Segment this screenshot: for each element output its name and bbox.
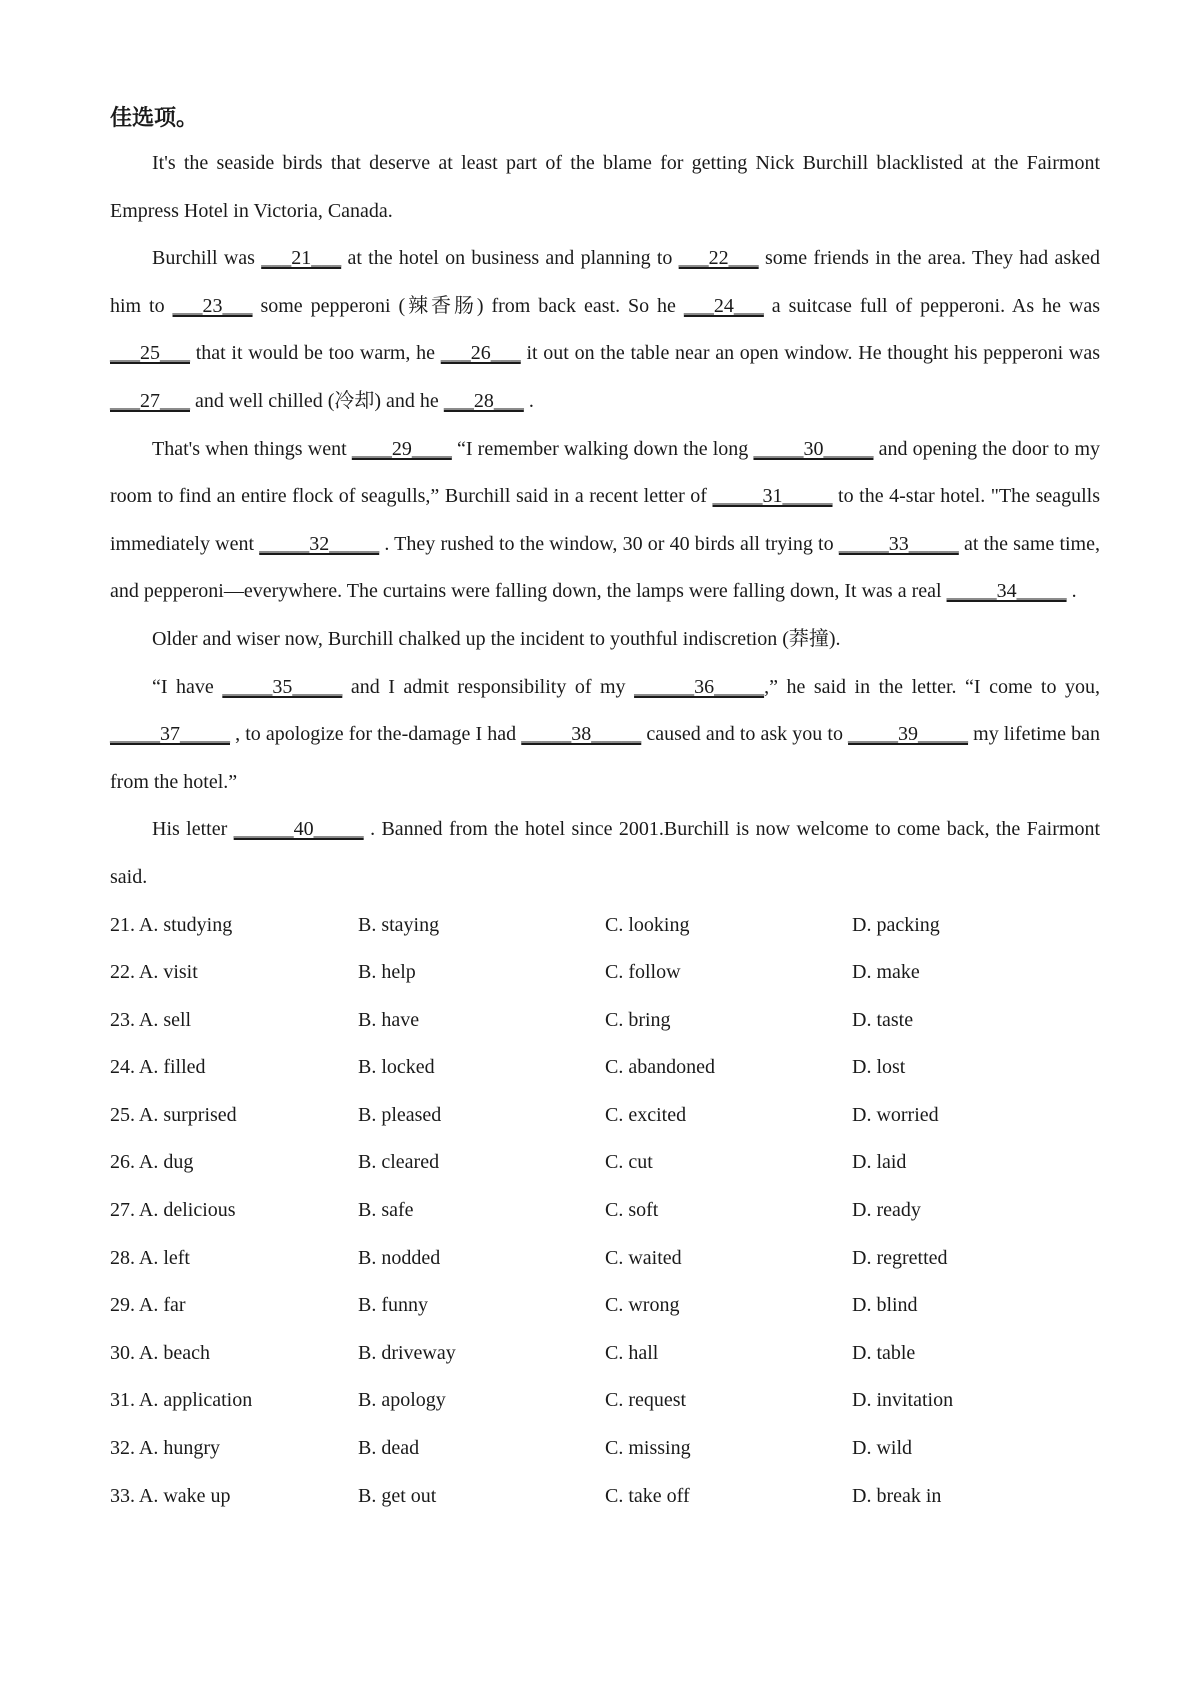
option-choice: 21. A. studying — [110, 913, 233, 936]
cloze-blank: ___24___ — [683, 294, 764, 317]
option-choice: B. funny — [358, 1294, 428, 1317]
option-row — [110, 1092, 1100, 1140]
option-row — [110, 1139, 1100, 1187]
passage-text: ,” he said in the letter. “I come to you, — [764, 675, 1100, 698]
passage-text: and I admit responsibility of my — [342, 675, 635, 698]
option-choice: C. take off — [605, 1484, 690, 1507]
option-choice: C. bring — [605, 1008, 671, 1031]
option-choice: 26. A. dug — [110, 1151, 194, 1174]
passage-text: that it would be too warm, he — [190, 342, 441, 365]
cloze-blank: _____34_____ — [946, 580, 1067, 603]
option-row — [110, 1330, 1100, 1378]
passage-paragraph — [110, 806, 1100, 901]
option-choice: D. packing — [852, 913, 940, 936]
cloze-blank: ___25___ — [110, 342, 190, 365]
option-row — [110, 1425, 1100, 1473]
section-heading: 佳选项。 — [110, 105, 199, 130]
option-choice: B. staying — [358, 913, 440, 936]
cloze-blank: ___27___ — [110, 389, 190, 412]
cloze-blank: _____33_____ — [838, 532, 959, 555]
option-choice: 33. A. wake up — [110, 1484, 231, 1507]
passage-text: and well chilled (冷却) and he — [190, 389, 444, 412]
cloze-passage — [110, 140, 1100, 902]
option-row — [110, 949, 1100, 997]
passage-text: caused and to ask you to — [641, 723, 849, 746]
passage-text: Older and wiser now, Burchill chalked up the incident to youthful indiscretion (莽撞). — [152, 627, 841, 650]
option-choice: 29. A. far — [110, 1294, 186, 1317]
passage-text: . Banned from the hotel since 2001.Burchill is now welcome to come back, the Fairmont said. — [110, 818, 1101, 888]
option-choice: D. wild — [852, 1437, 912, 1460]
option-choice: D. taste — [852, 1008, 914, 1031]
cloze-blank: ____29____ — [351, 437, 452, 460]
passage-text: some friends in the area. They had asked him to — [110, 247, 1100, 317]
passage-text: Burchill was — [152, 247, 262, 270]
cloze-blank: _____35_____ — [222, 675, 343, 698]
option-row — [110, 1044, 1100, 1092]
option-choice: D. table — [852, 1341, 916, 1364]
option-choice: C. hall — [605, 1341, 659, 1364]
option-choice: B. cleared — [358, 1151, 440, 1174]
cloze-blank: ___26___ — [440, 342, 521, 365]
option-choice: D. worried — [852, 1103, 939, 1126]
passage-text: It's the seaside birds that deserve at least part of the blame for getting Nick Burchill blacklisted at the Fairmont Empress Hotel in Victoria, Canada. — [110, 152, 1100, 222]
option-choice: C. waited — [605, 1246, 682, 1269]
option-choice: C. follow — [605, 961, 681, 984]
option-choice: 22. A. visit — [110, 961, 198, 984]
cloze-blank: _____37_____ — [110, 723, 230, 746]
option-choice: C. abandoned — [605, 1056, 715, 1079]
cloze-blank: _____31_____ — [712, 485, 833, 508]
option-choice: B. get out — [358, 1484, 437, 1507]
option-row — [110, 1473, 1100, 1521]
passage-paragraph — [110, 140, 1100, 235]
option-row — [110, 1235, 1100, 1283]
passage-text: my lifetime ban from the hotel.” — [110, 723, 1100, 793]
passage-paragraph — [110, 426, 1100, 616]
option-choice: 28. A. left — [110, 1246, 190, 1269]
option-choice: 25. A. surprised — [110, 1103, 237, 1126]
option-choice: B. apology — [358, 1389, 446, 1412]
passage-text: . — [523, 389, 534, 412]
passage-text: , to apologize for the-damage I had — [230, 723, 522, 746]
passage-text: it out on the table near an open window. He thought his pepperoni was — [520, 342, 1101, 365]
cloze-blank: ___22___ — [678, 247, 759, 270]
cloze-blank: _____38_____ — [521, 723, 642, 746]
option-row — [110, 1187, 1100, 1235]
option-choice: D. lost — [852, 1056, 906, 1079]
passage-text: to the 4-star hotel. "The seagulls immediately went — [110, 485, 1101, 555]
option-choice: D. invitation — [852, 1389, 954, 1412]
option-choice: C. request — [605, 1389, 687, 1412]
option-choice: 27. A. delicious — [110, 1199, 236, 1222]
option-choice: D. laid — [852, 1151, 907, 1174]
option-choice: 31. A. application — [110, 1389, 253, 1412]
cloze-blank: _____30_____ — [753, 437, 874, 460]
option-choice: D. regretted — [852, 1246, 948, 1269]
option-choice: B. pleased — [358, 1103, 442, 1126]
option-choice: B. driveway — [358, 1341, 456, 1364]
passage-paragraph — [110, 616, 1100, 664]
cloze-blank: ______40_____ — [233, 818, 364, 841]
document-page — [110, 92, 1100, 1520]
cloze-blank: ______36_____ — [634, 675, 765, 698]
passage-text: a suitcase full of pepperoni. As he was — [763, 294, 1100, 317]
passage-paragraph — [110, 235, 1100, 425]
option-choice: B. safe — [358, 1199, 414, 1222]
cloze-blank: ___23___ — [172, 294, 253, 317]
option-choice: D. ready — [852, 1199, 921, 1222]
option-choice: 24. A. filled — [110, 1056, 206, 1079]
passage-text: That's when things went — [152, 437, 352, 460]
option-row — [110, 902, 1100, 950]
passage-text: at the same time, and pepperoni—everywhere. The curtains were falling down, the lamps were falling down, It was a real — [110, 532, 1100, 603]
option-choice: B. nodded — [358, 1246, 441, 1269]
option-choice: D. break in — [852, 1484, 942, 1507]
passage-paragraph — [110, 664, 1100, 807]
option-row — [110, 997, 1100, 1045]
option-choice: B. locked — [358, 1056, 435, 1079]
passage-text: “I have — [152, 675, 223, 698]
option-choice: 23. A. sell — [110, 1008, 192, 1031]
option-choice: B. have — [358, 1008, 420, 1031]
cloze-blank: _____39_____ — [848, 723, 969, 746]
option-choice: C. cut — [605, 1151, 653, 1174]
option-choice: C. wrong — [605, 1294, 680, 1317]
answer-options — [110, 902, 1100, 1521]
option-choice: B. help — [358, 961, 416, 984]
passage-text: at the hotel on business and planning to — [341, 247, 679, 270]
option-row — [110, 1377, 1100, 1425]
passage-text: some pepperoni (辣香肠) from back east. So he — [252, 294, 684, 317]
passage-text: . — [1066, 580, 1077, 603]
option-choice: D. blind — [852, 1294, 918, 1317]
option-choice: 32. A. hungry — [110, 1437, 220, 1460]
cloze-blank: _____32_____ — [259, 532, 380, 555]
option-row — [110, 1282, 1100, 1330]
option-choice: B. dead — [358, 1437, 420, 1460]
cloze-blank: ___28___ — [443, 389, 524, 412]
passage-text: . They rushed to the window, 30 or 40 birds all trying to — [379, 532, 839, 555]
passage-text: His letter — [152, 818, 234, 841]
option-choice: C. missing — [605, 1437, 691, 1460]
option-choice: C. excited — [605, 1103, 687, 1126]
cloze-blank: ___21___ — [261, 247, 342, 270]
option-choice: 30. A. beach — [110, 1341, 210, 1364]
option-choice: D. make — [852, 961, 920, 984]
option-choice: C. soft — [605, 1199, 659, 1222]
option-choice: C. looking — [605, 913, 690, 936]
passage-text: “I remember walking down the long — [451, 437, 754, 460]
passage-text: and opening the door to my room to find an entire flock of seagulls,” Burchill said in a recent letter of — [110, 437, 1100, 508]
